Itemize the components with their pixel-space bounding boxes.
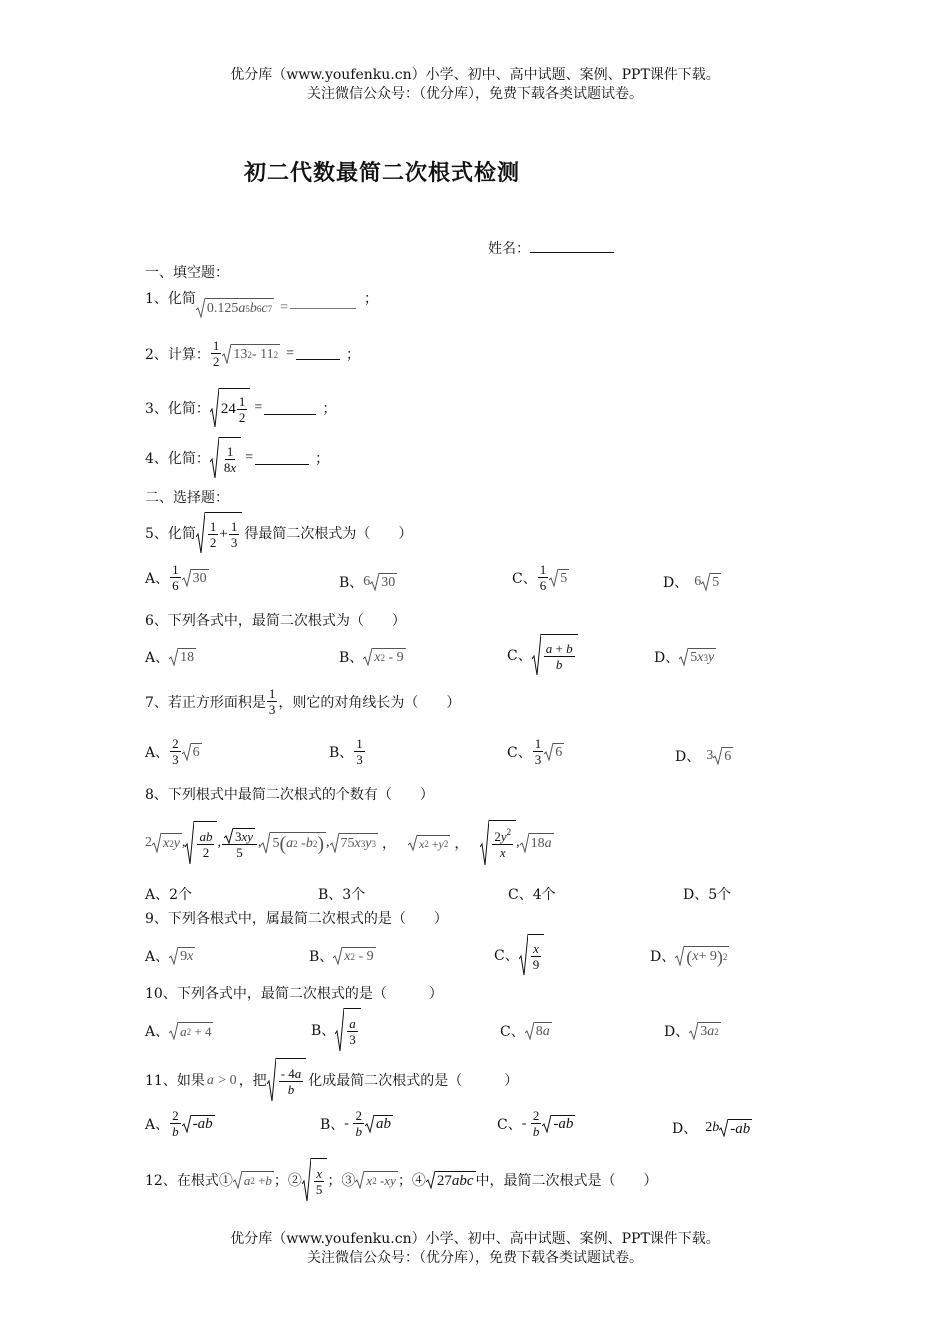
question-7: 7、若正方形面积是 $\frac{1}{3}$ ，则它的对角线长为（ ） bbox=[145, 686, 461, 717]
q11-option-a[interactable]: A、 $\frac{2}{b}$ - ab bbox=[145, 1108, 213, 1139]
q9-option-d[interactable]: D、 ( x + 9 ) 2 bbox=[650, 946, 728, 967]
q7-option-c[interactable]: C、 $\frac{1}{3}$ 6 bbox=[507, 736, 563, 767]
question-12-tail: 中，最简二次根式是（ ） bbox=[475, 1173, 658, 1189]
q10-option-b[interactable]: B、 $\frac{a}{3}$ bbox=[311, 1008, 361, 1052]
question-5-tail: 得最简二次根式为（ ） bbox=[244, 526, 413, 542]
q11-option-c[interactable]: C、 - $\frac{2}{b}$ - ab bbox=[497, 1108, 574, 1139]
q11-option-b[interactable]: B、 - $\frac{2}{b}$ ab bbox=[320, 1108, 391, 1139]
question-3-tail: ； bbox=[322, 401, 337, 417]
name-field bbox=[488, 238, 614, 258]
question-9: 9、下列各根式中，属最简二次根式的是（ ） bbox=[145, 911, 448, 927]
q6-option-d[interactable]: D、 5 x 3 y bbox=[654, 650, 715, 666]
question-4-label: 4、化简： bbox=[145, 451, 210, 467]
name-label: 姓名： bbox=[488, 241, 530, 257]
q5-option-b[interactable]: B、 6 30 bbox=[339, 574, 396, 591]
question-7-tail: ，则它的对角线长为（ ） bbox=[278, 694, 461, 711]
q7-option-d[interactable]: D、 3 6 bbox=[675, 748, 732, 765]
question-8: 8、下列根式中最简二次根式的个数有（ ） bbox=[145, 787, 434, 803]
question-12-label: 12、在根式① bbox=[145, 1173, 233, 1189]
q9-option-b[interactable]: B、 x 2 - 9 bbox=[309, 949, 374, 965]
question-4-tail: ； bbox=[315, 451, 330, 467]
header-line-1: 优分库（www.youfenku.cn）小学、初中、高中试题、案例、PPT课件下载。 bbox=[230, 67, 720, 83]
footer-line-1: 优分库（www.youfenku.cn）小学、初中、高中试题、案例、PPT课件下载。 bbox=[230, 1231, 720, 1247]
q7-option-b[interactable]: B、 $\frac{1}{3}$ bbox=[329, 736, 363, 767]
q10-option-c[interactable]: C、 8 a bbox=[500, 1024, 550, 1040]
question-2: 2、计算： $\frac{1}{2}$ 13 2 - 11 2 = ； bbox=[145, 338, 360, 369]
question-4: 4、化简： $\frac{1}{8x}$ = ； bbox=[145, 437, 329, 479]
question-11-label: 11、如果 bbox=[145, 1073, 205, 1089]
question-5-label: 5、化简 bbox=[145, 526, 196, 542]
question-12: 12、在根式① a 2 + b ；② $\frac{x}{5}$ ；③ x 2 - xy ；④ 27 abc 中，最简二次根式是（ ） bbox=[145, 1158, 658, 1202]
q5-option-d[interactable]: D、 6 5 bbox=[663, 574, 720, 591]
section-fill-heading: 一、填空题： bbox=[145, 265, 229, 281]
q10-option-d[interactable]: D、 3 a 2 bbox=[664, 1024, 719, 1040]
question-2-label: 2、计算： bbox=[145, 346, 210, 363]
q9-option-a[interactable]: A、 9 x bbox=[145, 949, 194, 965]
question-11-tail: 化成最简二次根式的是（ ） bbox=[308, 1073, 519, 1089]
q10-option-a[interactable]: A、 a 2 + 4 bbox=[145, 1024, 212, 1040]
question-11-mid: ，把 bbox=[238, 1073, 267, 1089]
q5-option-a[interactable]: A、 $\frac{1}{6}$ 30 bbox=[145, 562, 207, 593]
question-7-label: 7、若正方形面积是 bbox=[145, 694, 266, 711]
question-1-tail: ； bbox=[364, 291, 379, 307]
question-3: 3、化简： 24 $\frac{1}{2}$ = ； bbox=[145, 388, 336, 428]
question-11: 11、如果 a > 0 ，把 $\frac{- 4a}{b}$ 化成最简二次根式的是（ ） bbox=[145, 1058, 518, 1102]
question-1 bbox=[145, 288, 378, 318]
q6-option-b[interactable]: B、 x 2 - 9 bbox=[339, 650, 404, 666]
question-1-expression: 0.125 a 5 b 6 c 7 = bbox=[196, 298, 356, 318]
q5-option-c[interactable]: C、 $\frac{1}{6}$ 5 bbox=[512, 562, 568, 593]
footer-line-2: 关注微信公众号：（优分库），免费下载各类试题试卷。 bbox=[307, 1250, 643, 1266]
section-choice-heading: 二、选择题： bbox=[145, 490, 229, 506]
q8-option-a[interactable]: A、2个 bbox=[145, 887, 193, 903]
question-5: 5、化简 $\frac{1}{2}$ + $\frac{1}{3}$ 得最简二次根式为（ ） bbox=[145, 512, 412, 554]
q8-option-c[interactable]: C、4个 bbox=[508, 887, 556, 903]
question-3-label: 3、化简： bbox=[145, 401, 210, 417]
q8-option-d[interactable]: D、5个 bbox=[683, 887, 732, 903]
q8-option-b[interactable]: B、3个 bbox=[318, 887, 366, 903]
question-1-label: 1、化简 bbox=[145, 291, 196, 307]
question-8-expressions: 2 x 2 y , $\frac{ab}{2}$ , 3 xy 5 , 5 ( a 2 - b 2 ) , 75 x 3 y 3 ， x 2 + y 2 ， $\frac{2y^2}{x}$ , 18 a bbox=[145, 820, 554, 866]
q11-option-d[interactable]: D、 2b - ab bbox=[672, 1120, 751, 1137]
q9-option-c[interactable]: C、 $\frac{x}{9}$ bbox=[494, 934, 544, 976]
page-title: 初二代数最简二次根式检测 bbox=[244, 160, 521, 186]
q7-option-a[interactable]: A、 $\frac{2}{3}$ 6 bbox=[145, 736, 200, 767]
question-6: 6、下列各式中，最简二次根式为（ ） bbox=[145, 613, 406, 629]
name-blank[interactable] bbox=[530, 252, 614, 253]
question-10: 10、下列各式中，最简二次根式的是（ ） bbox=[145, 986, 443, 1002]
header-line-2: 关注微信公众号：（优分库），免费下载各类试题试卷。 bbox=[307, 86, 643, 102]
question-2-tail: ； bbox=[345, 346, 360, 363]
q6-option-a[interactable]: A、 18 bbox=[145, 650, 195, 666]
q6-option-c[interactable]: C、 $\frac{a + b}{b}$ bbox=[507, 634, 578, 676]
